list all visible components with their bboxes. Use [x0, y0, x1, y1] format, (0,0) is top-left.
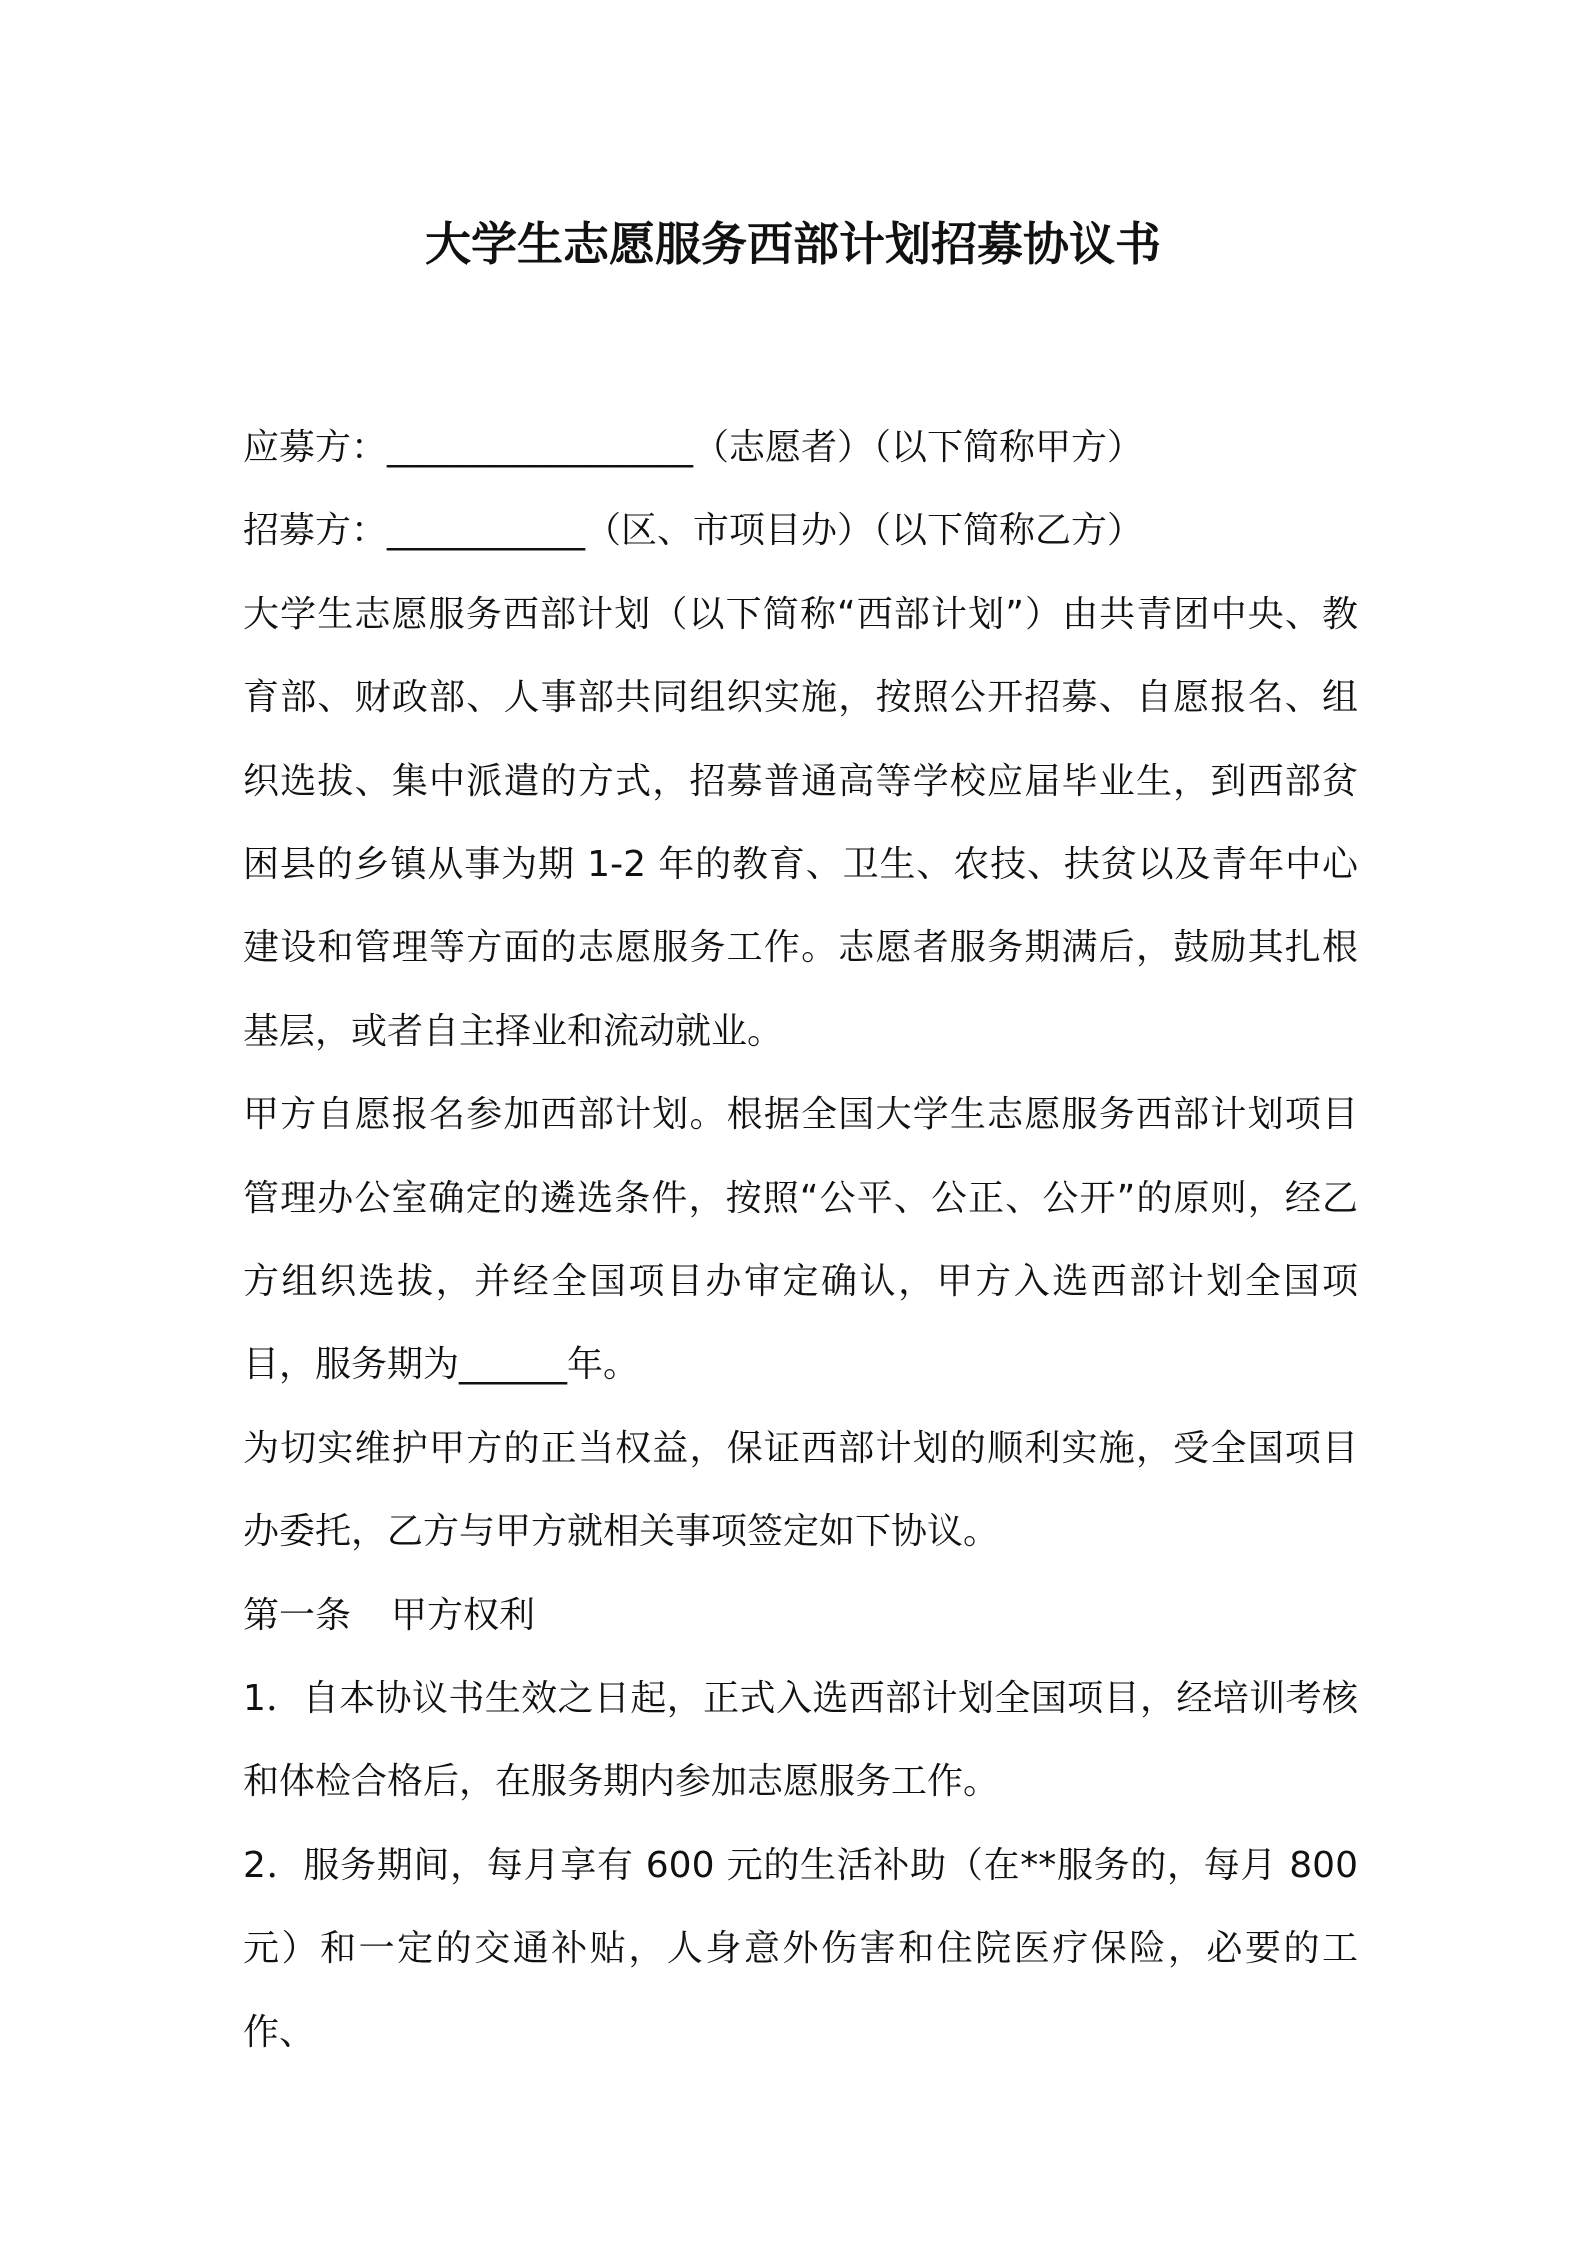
applicant-line: 应募方：_________________（志愿者）（以下简称甲方）	[243, 427, 1144, 468]
document-title: 大学生志愿服务西部计划招募协议书	[425, 217, 1161, 271]
intro-paragraph: 大学生志愿服务西部计划（以下简称“西部计划”）由共青团中央、教育部、财政部、人事部共同组织实施，按照公开招募、自愿报名、组织选拔、集中派遣的方式，招募普通高等学校应届毕业生，到西部贫困县的乡镇从事为期 1-2 年的教育、卫生、农技、扶贫以及青年中心建设和管理等方面的志愿服务工作。志愿者服务期满后，鼓励其扎根基层，或者自主择业和流动就业。	[243, 593, 1358, 1052]
article-number: 第一条	[243, 1594, 352, 1636]
agreement-paragraph: 为切实维护甲方的正当权益，保证西部计划的顺利实施，受全国项目办委托，乙方与甲方就相关事项签定如下协议。	[243, 1427, 1358, 1553]
rights-item-1: 1．自本协议书生效之日起，正式入选西部计划全国项目，经培训考核和体检合格后，在服务期内参加志愿服务工作。	[243, 1678, 1358, 1803]
article-title: 甲方权利	[391, 1594, 536, 1636]
document-body	[243, 406, 1358, 2074]
rights-item-2: 2．服务期间，每月享有 600 元的生活补助（在**服务的，每月 800 元）和一定的交通补贴，人身意外伤害和住院医疗保险，必要的工作、	[243, 1844, 1358, 2053]
selection-paragraph: 甲方自愿报名参加西部计划。根据全国大学生志愿服务西部计划项目管理办公室确定的遴选条件，按照“公平、公正、公开”的原则，经乙方组织选拔，并经全国项目办审定确认，甲方入选西部计划全国项目，服务期为______年。	[243, 1094, 1358, 1386]
recruiter-line: 招募方：___________（区、市项目办）（以下简称乙方）	[243, 510, 1144, 552]
article-heading	[243, 1574, 1358, 1657]
